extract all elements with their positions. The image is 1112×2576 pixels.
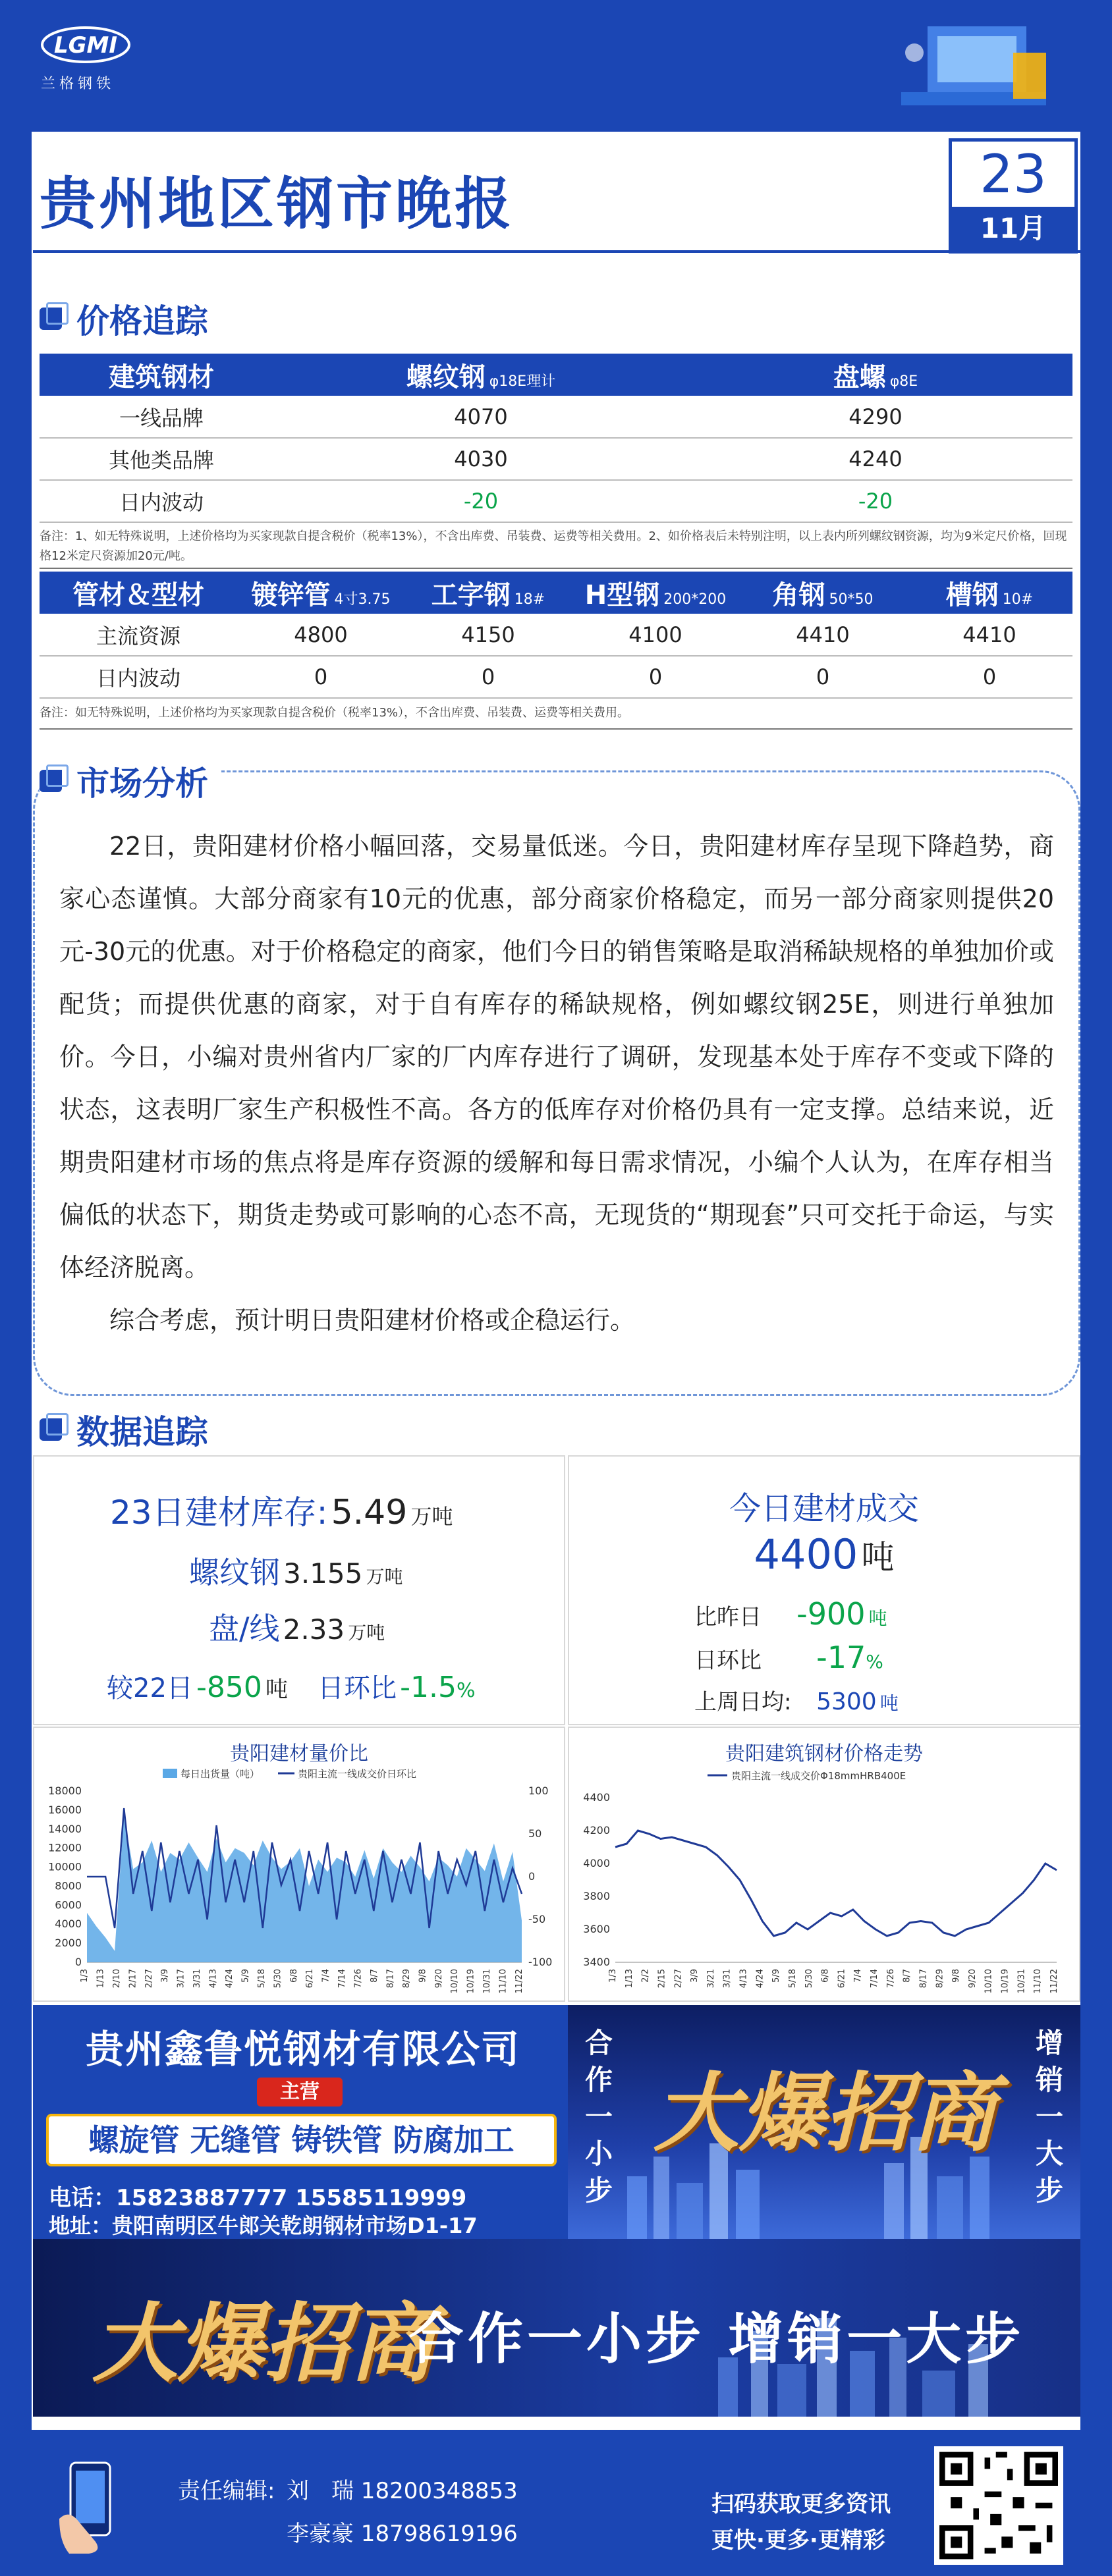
- x-tick-label: 8/17: [385, 1969, 396, 1989]
- table-cell: 日内波动: [40, 480, 283, 522]
- volume-ring-label: 日环比: [694, 1648, 762, 1674]
- ad2-right-char: 增: [1035, 2027, 1063, 2059]
- price-trend-line: [615, 1831, 1057, 1936]
- inventory-ring-value: -1.5: [400, 1671, 457, 1704]
- table-cell: 其他类品牌: [40, 438, 283, 480]
- legend-swatch-volume: [163, 1769, 177, 1778]
- table-cell: 日内波动: [40, 656, 237, 698]
- ad-phone: 电话：15823887777 15585119999: [49, 2185, 467, 2211]
- table-cell: 4410: [906, 614, 1072, 656]
- x-tick-label: 1/3: [80, 1969, 90, 1983]
- channel-spec: 10#: [1002, 591, 1034, 608]
- x-tick-label: 7/14: [337, 1969, 348, 1989]
- ad-recruit-banner[interactable]: [568, 2005, 1080, 2239]
- title-divider: [33, 250, 1080, 253]
- table-cell: -20: [283, 480, 679, 522]
- analysis-paragraph-2: 综合考虑，预计明日贵阳建材价格或企稳运行。: [109, 1306, 636, 1335]
- building-steel-table: [40, 354, 1072, 523]
- x-tick-label: 2/15: [657, 1969, 667, 1989]
- y-left-tick-label: 12000: [48, 1841, 82, 1854]
- x-tick-label: 11/22: [514, 1969, 524, 1994]
- ad-company-name: 贵州鑫鲁悦钢材有限公司: [85, 2027, 520, 2072]
- volume-ring-unit: %: [866, 1651, 883, 1673]
- x-tick-label: 1/3: [608, 1969, 618, 1983]
- x-tick-label: 8/29: [401, 1969, 412, 1989]
- y-tick-label: 3600: [583, 1923, 610, 1935]
- x-tick-label: 10/10: [984, 1969, 994, 1994]
- x-tick-label: 5/18: [256, 1969, 267, 1989]
- x-tick-label: 5/18: [787, 1969, 798, 1989]
- x-tick-label: 2/27: [673, 1969, 684, 1989]
- y-left-tick-label: 18000: [48, 1784, 82, 1797]
- y-left-tick-label: 10000: [48, 1860, 82, 1873]
- table-cell: 4030: [283, 438, 679, 480]
- volume-panel: [568, 1455, 1080, 1725]
- legend-label-volume: 每日出货量（吨）: [181, 1768, 260, 1780]
- y-tick-label: 4000: [583, 1857, 610, 1869]
- ad2-right-char: 销: [1035, 2064, 1063, 2096]
- x-tick-label: 10/19: [1000, 1969, 1011, 1994]
- table-row: [40, 656, 1072, 698]
- angle-spec: 50*50: [829, 591, 874, 608]
- inventory-cmp-value: -850: [196, 1671, 262, 1704]
- tube-profile-table: [40, 572, 1072, 699]
- x-tick-label: 7/4: [321, 1969, 331, 1983]
- inventory-value: 5.49: [331, 1493, 408, 1532]
- x-tick-label: 8/7: [370, 1969, 379, 1983]
- ad2-left-char: 作: [584, 2064, 613, 2096]
- x-tick-label: 6/21: [837, 1969, 847, 1989]
- x-tick-label: 2/27: [144, 1969, 154, 1989]
- analysis-text: [59, 820, 1054, 1347]
- analysis-section-title: 市场分析: [76, 765, 208, 803]
- volume-area: [87, 1815, 522, 1962]
- inventory-ring-unit: %: [457, 1679, 476, 1702]
- top-band: [0, 0, 1112, 132]
- x-tick-label: 9/8: [418, 1969, 428, 1983]
- x-tick-label: 3/9: [160, 1969, 171, 1983]
- hbeam-spec: 200*200: [663, 591, 727, 608]
- chart-volume-price: [34, 1765, 565, 2002]
- ad2-right-char: 大: [1035, 2137, 1063, 2170]
- section-icon: [40, 770, 62, 792]
- editor-2: 李豪豪 18798619196: [287, 2521, 518, 2547]
- y-left-tick-label: 6000: [55, 1898, 82, 1912]
- table-cell: -20: [679, 480, 1072, 522]
- table-cell: 主流资源: [40, 614, 237, 656]
- x-tick-label: 8/7: [902, 1969, 912, 1983]
- inventory-rebar: [189, 1549, 403, 1592]
- ad2-right-char: 一: [1035, 2101, 1063, 2133]
- volume-vs-value: -900: [796, 1596, 866, 1632]
- ad2-left-char: 合: [584, 2027, 613, 2059]
- qr-caption: 扫码获取更多资讯: [711, 2491, 891, 2517]
- logo-text: LGMI: [53, 32, 118, 59]
- y-tick-label: 3400: [583, 1956, 610, 1968]
- coil-unit: 万吨: [348, 1622, 385, 1644]
- table-head-cell: [906, 572, 1072, 614]
- ad2-right-char: 步: [1035, 2174, 1063, 2207]
- volume-avg-label: 上周日均:: [694, 1689, 792, 1715]
- y-tick-label: 4400: [583, 1791, 610, 1804]
- x-tick-label: 3/31: [722, 1969, 733, 1989]
- ad2-right-slogan: [1033, 2025, 1066, 2209]
- rebar-label: 螺纹钢: [189, 1555, 280, 1590]
- phone-hand-icon: [56, 2456, 128, 2555]
- y-left-tick-label: 8000: [55, 1879, 82, 1892]
- x-tick-label: 6/8: [289, 1969, 299, 1983]
- rebar-value: 3.155: [283, 1557, 363, 1590]
- x-tick-label: 3/31: [192, 1969, 203, 1989]
- inventory-cmp-label: 较22日: [107, 1673, 193, 1704]
- table1-note: 备注：1、如无特殊说明，上述价格均为买家现款自提含税价（税率13%），不含出库费、吊装费、运费等相关费用。2、如价格表后未特别注明，以上表内所列螺纹钢资源，均为9米定尺价格，回现格12米定尺资源加20元/吨。: [40, 527, 1072, 569]
- table-cell: 4070: [283, 396, 679, 438]
- y-right-tick-label: -100: [528, 1956, 553, 1968]
- section-icon: [40, 308, 62, 330]
- x-tick-label: 9/20: [433, 1969, 444, 1989]
- ad2-headline: 大爆招商: [653, 2062, 996, 2163]
- x-tick-label: 5/30: [273, 1969, 283, 1989]
- qr-tagline: 更快·更多·更精彩: [711, 2527, 885, 2554]
- chart-volume-price-panel: [33, 1727, 565, 2002]
- rebar-spec: φ18E理计: [489, 373, 556, 390]
- hbeam-head: H型钢: [584, 579, 660, 610]
- x-tick-label: 8/29: [935, 1969, 945, 1989]
- x-tick-label: 9/8: [951, 1969, 962, 1983]
- x-tick-label: 11/10: [1033, 1969, 1043, 1994]
- ad-wide-banner[interactable]: [33, 2239, 1080, 2417]
- ad2-left-slogan: [582, 2025, 615, 2209]
- coil-head: 盘螺: [833, 362, 886, 392]
- inventory-unit: 万吨: [410, 1504, 453, 1529]
- table-cell: 0: [906, 656, 1072, 698]
- data-section-header: [40, 1406, 208, 1453]
- table-head-cell: [237, 572, 404, 614]
- y-left-tick-label: 4000: [55, 1918, 82, 1931]
- inventory-total: [110, 1486, 453, 1534]
- price-section-header: [40, 295, 208, 342]
- analysis-section-header: [40, 757, 221, 805]
- x-tick-label: 5/9: [771, 1969, 782, 1983]
- x-tick-label: 4/24: [225, 1969, 235, 1989]
- table-cell: 4150: [404, 614, 572, 656]
- x-tick-label: 3/17: [176, 1969, 186, 1989]
- x-tick-label: 1/13: [96, 1969, 106, 1989]
- date-day: 23: [980, 144, 1047, 205]
- angle-head: 角钢: [772, 579, 825, 610]
- table-row: [40, 614, 1072, 656]
- inventory-ring-label: 日环比: [318, 1673, 397, 1704]
- channel-head: 槽钢: [945, 579, 999, 610]
- ad-main-badge: 主营: [257, 2078, 343, 2106]
- x-tick-label: 5/30: [804, 1969, 814, 1989]
- volume-total: [569, 1530, 1079, 1578]
- table-cell: 0: [572, 656, 739, 698]
- logo-subtitle: 兰格钢铁: [41, 76, 115, 92]
- x-tick-label: 2/10: [111, 1969, 122, 1989]
- table-head-cell: [404, 572, 572, 614]
- legend-label-price: 贵阳主流一线成交价Φ18mmHRB400E: [731, 1770, 906, 1782]
- inventory-label: 23日建材库存:: [110, 1493, 328, 1532]
- editor-1: 刘 瑞 18200348853: [287, 2478, 518, 2504]
- x-tick-label: 7/4: [853, 1969, 864, 1983]
- table2-note: 备注：如无特殊说明，上述价格均为买家现款自提含税价（税率13%），不含出库费、吊装费、运费等相关费用。: [40, 703, 1072, 730]
- ad2-left-char: 小: [584, 2137, 613, 2170]
- coil-spec: φ8E: [889, 373, 918, 390]
- volume-ring-value: -17: [816, 1640, 866, 1675]
- volume-value: 4400: [754, 1530, 858, 1578]
- volume-avg-unit: 吨: [879, 1692, 899, 1714]
- inventory-panel: [33, 1455, 565, 1725]
- x-tick-label: 6/21: [305, 1969, 316, 1989]
- date-box: [949, 138, 1078, 254]
- y-left-tick-label: 16000: [48, 1803, 82, 1816]
- analysis-paragraph-1: 22日，贵阳建材价格小幅回落，交易量低迷。今日，贵阳建材库存呈现下降趋势，商家心态谨慎。大部分商家有10元的优惠，部分商家价格稳定，而另一部分商家则提供20元-30元的优惠。对于价格稳定的商家，他们今日的销售策略是取消稀缺规格的单独加价或配货；而提供优惠的商家，对于自有库存的稀缺规格，例如螺纹钢25E，则进行单独加价。今日，小编对贵州省内厂家的厂内库存进行了调研，发现基本处于库存不变或下降的状态，这表明厂家生产积极性不高。各方的低库存对价格仍具有一定支撑。总结来说，近期贵阳建材市场的焦点将是库存资源的缓解和每日需求情况，小编个人认为，在库存相当偏低的状态下，期货走势或可影响的心态不高，无现货的“期现套”只可交托于命运，与实体经济脱离。: [59, 832, 1054, 1282]
- volume-vs-unit: 吨: [868, 1607, 887, 1629]
- table-head-cell: [679, 354, 1072, 396]
- x-tick-label: 9/20: [967, 1969, 978, 1989]
- y-left-tick-label: 0: [74, 1956, 82, 1968]
- x-tick-label: 4/24: [755, 1969, 765, 1989]
- ad-address: 地址：贵阳南明区牛郎关乾朗钢材市场D1-17: [49, 2213, 478, 2238]
- x-tick-label: 8/17: [918, 1969, 929, 1989]
- table-cell: 4800: [237, 614, 404, 656]
- x-tick-label: 7/26: [885, 1969, 896, 1989]
- ad-products: 螺旋管 无缝管 铸铁管 防腐加工: [46, 2114, 557, 2166]
- volume-ring: [694, 1640, 883, 1675]
- table-head-cell: [283, 354, 679, 396]
- galvanized-head: 镀锌管: [251, 579, 331, 610]
- y-right-tick-label: 100: [528, 1784, 549, 1797]
- rebar-head: 螺纹钢: [406, 362, 486, 392]
- ad-company[interactable]: [33, 2005, 568, 2239]
- x-tick-label: 3/9: [690, 1969, 700, 1983]
- table-head-cell: [739, 572, 906, 614]
- x-tick-label: 2/2: [640, 1969, 651, 1983]
- qr-code-icon: [939, 2452, 1058, 2560]
- ad2-left-char: 一: [584, 2101, 613, 2133]
- coil-value: 2.33: [283, 1613, 345, 1646]
- ibeam-spec: 18#: [514, 591, 545, 608]
- ad3-headline: 大爆招商: [92, 2293, 435, 2394]
- y-tick-label: 4200: [583, 1824, 610, 1837]
- coil-label: 盘/线: [209, 1611, 280, 1646]
- data-panels: [33, 1455, 1080, 2002]
- x-tick-label: 10/31: [1016, 1969, 1027, 1994]
- legend-label-change: 贵阳主流一线成交价日环比: [298, 1768, 417, 1780]
- table-header-row: [40, 572, 1072, 614]
- table-cell: 0: [739, 656, 906, 698]
- date-month: 11月: [952, 207, 1074, 250]
- x-tick-label: 4/13: [208, 1969, 219, 1989]
- x-tick-label: 7/14: [870, 1969, 880, 1989]
- table-head-cell: 建筑钢材: [40, 354, 283, 396]
- volume-vs: [694, 1596, 887, 1632]
- footer: [0, 2430, 1112, 2576]
- y-right-tick-label: 50: [528, 1827, 542, 1840]
- chart1-title: 贵阳建材量价比: [230, 1742, 368, 1765]
- volume-vs-label: 比昨日: [694, 1604, 762, 1630]
- qr-code[interactable]: [934, 2446, 1063, 2565]
- x-tick-label: 10/19: [466, 1969, 476, 1994]
- table-cell: 一线品牌: [40, 396, 283, 438]
- x-tick-label: 7/26: [353, 1969, 364, 1989]
- x-tick-label: 10/31: [482, 1969, 493, 1994]
- table-cell: 0: [404, 656, 572, 698]
- volume-unit: 吨: [861, 1538, 895, 1576]
- page-title: 贵州地区钢市晚报: [40, 171, 514, 237]
- volume-avg-value: 5300: [816, 1688, 877, 1715]
- table-cell: 0: [237, 656, 404, 698]
- chart-price-trend: [569, 1765, 1080, 2002]
- chart2-title: 贵阳建筑钢材价格走势: [725, 1742, 923, 1765]
- inventory-cmp-unit: 吨: [265, 1677, 288, 1703]
- right-frame: [1080, 132, 1112, 2463]
- table-cell: 4100: [572, 614, 739, 656]
- table-cell: 4410: [739, 614, 906, 656]
- table-cell: 4290: [679, 396, 1072, 438]
- ad2-left-char: 步: [584, 2174, 613, 2207]
- x-tick-label: 3/21: [706, 1969, 716, 1989]
- y-right-tick-label: 0: [528, 1870, 536, 1883]
- x-tick-label: 1/13: [624, 1969, 634, 1989]
- chart-price-trend-panel: [568, 1727, 1080, 2002]
- section-icon: [40, 1418, 62, 1441]
- table-row: [40, 480, 1072, 522]
- y-left-tick-label: 14000: [48, 1822, 82, 1835]
- table-row: [40, 396, 1072, 438]
- table-head-cell: 管材＆型材: [40, 572, 237, 614]
- computer-decoration-icon: [888, 13, 1059, 125]
- price-section-title: 价格追踪: [76, 302, 208, 340]
- table-cell: 4240: [679, 438, 1072, 480]
- y-tick-label: 3800: [583, 1890, 610, 1902]
- table-row: [40, 438, 1072, 480]
- x-tick-label: 10/10: [450, 1969, 460, 1994]
- ibeam-head: 工字钢: [431, 579, 511, 610]
- inventory-coil: [209, 1605, 385, 1648]
- volume-label: 今日建材成交: [729, 1490, 919, 1527]
- editor-label: 责任编辑:: [178, 2478, 275, 2504]
- x-tick-label: 11/10: [498, 1969, 509, 1994]
- left-frame: [0, 132, 32, 2463]
- volume-avg: [694, 1684, 899, 1716]
- inventory-change: [107, 1667, 476, 1705]
- table-header-row: [40, 354, 1072, 396]
- x-tick-label: 2/17: [128, 1969, 138, 1989]
- data-section-title: 数据追踪: [76, 1413, 208, 1451]
- x-tick-label: 5/9: [240, 1969, 251, 1983]
- ad3-slogan: 合作一小步 增销一大步: [408, 2307, 1025, 2371]
- y-left-tick-label: 2000: [55, 1937, 82, 1950]
- y-right-tick-label: -50: [528, 1913, 546, 1925]
- lgmi-logo: [40, 25, 132, 65]
- x-tick-label: 11/22: [1049, 1969, 1059, 1994]
- x-tick-label: 6/8: [820, 1969, 831, 1983]
- table-head-cell: [572, 572, 739, 614]
- x-tick-label: 4/13: [738, 1969, 749, 1989]
- rebar-unit: 万吨: [366, 1566, 403, 1588]
- galvanized-spec: 4寸3.75: [334, 591, 391, 608]
